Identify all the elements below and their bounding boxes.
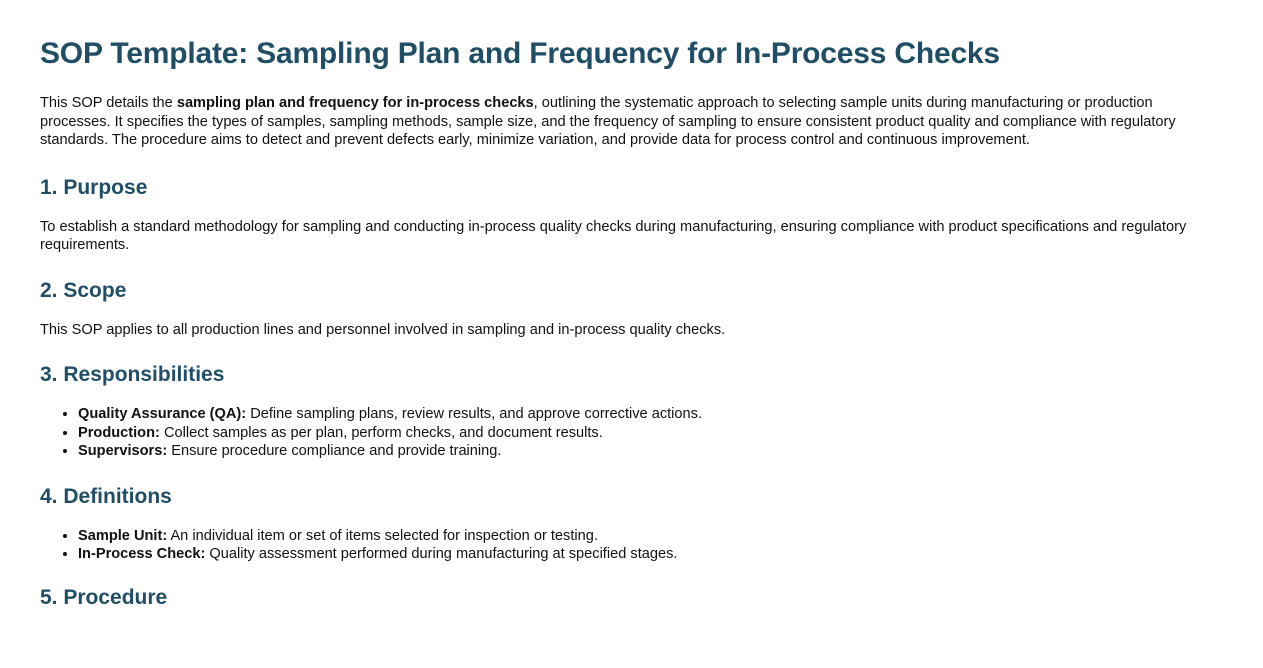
- list-item: [78, 405, 1223, 424]
- section-paragraph-scope: This SOP applies to all production lines and personnel involved in sampling and in-process quality checks.: [40, 321, 726, 338]
- section-heading-definitions: 4. Definitions: [40, 484, 172, 508]
- list-item: [78, 442, 1223, 461]
- list-item-text: An individual item or set of items selected for inspection or testing.: [167, 527, 598, 544]
- list-item-text: Define sampling plans, review results, and approve corrective actions.: [246, 406, 703, 422]
- section-definitions: [40, 485, 1223, 564]
- intro-lead-text: This SOP details the: [40, 95, 177, 111]
- responsibilities-list: [40, 405, 1223, 461]
- list-item: [78, 424, 1223, 443]
- section-responsibilities: [40, 363, 1223, 461]
- section-heading-purpose: 1. Purpose: [40, 175, 148, 199]
- intro-bold-phrase: sampling plan and frequency for in-process checks: [176, 95, 534, 111]
- section-heading-responsibilities: 3. Responsibilities: [40, 363, 225, 386]
- definitions-list: [40, 527, 1223, 564]
- list-item-term: Sample Unit:: [78, 527, 168, 544]
- list-item-text: Ensure procedure compliance and provide training.: [167, 443, 502, 459]
- intro-rest-text: , outlining the systematic approach to selecting sample units during manufacturing or production processes. It specifies the types of samples, sampling methods, sample size, and the frequency of sampling to ensure consistent product quality and compliance with regulatory standards. The procedure aims to detect and prevent defects early, minimize variation, and provide data for process control and continuous improvement.: [40, 95, 1176, 148]
- intro-paragraph: [40, 94, 1223, 150]
- list-item-text: Quality assessment performed during manufacturing at specified stages.: [205, 546, 678, 562]
- list-item-term: In-Process Check:: [78, 546, 206, 562]
- list-item: [78, 545, 1223, 564]
- section-procedure: [40, 586, 1223, 610]
- section-paragraph-purpose: To establish a standard methodology for sampling and conducting in-process quality checks during manufacturing, ensuring compliance with product specifications and regulatory requirements.: [40, 218, 1187, 253]
- list-item-term: Supervisors:: [78, 443, 168, 459]
- section-purpose: [40, 176, 1223, 255]
- list-item-term: Quality Assurance (QA):: [78, 406, 247, 422]
- list-item-term: Production:: [78, 424, 160, 441]
- list-item: [78, 527, 1223, 546]
- page-title: SOP Template: Sampling Plan and Frequency for In-Process Checks: [40, 37, 1000, 70]
- section-scope: [40, 279, 1223, 340]
- section-heading-procedure: 5. Procedure: [40, 585, 168, 609]
- section-heading-scope: 2. Scope: [40, 278, 127, 302]
- list-item-text: Collect samples as per plan, perform checks, and document results.: [159, 424, 603, 441]
